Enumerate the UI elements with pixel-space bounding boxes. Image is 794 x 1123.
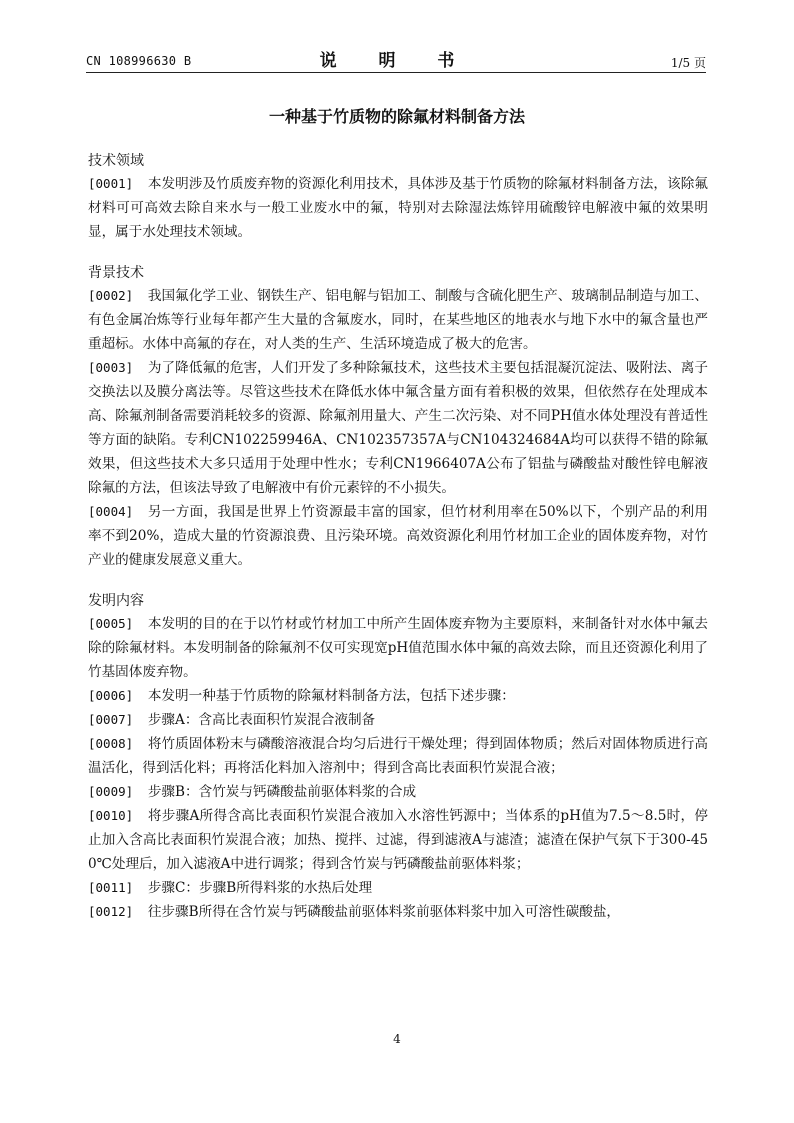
paragraph-text: 本发明的目的在于以竹材或竹材加工中所产生固体废弃物为主要原料，来制备针对水体中氟去除的除氟材料。本发明制备的除氟剂不仅可实现宽pH值范围水体中氟的高效去除，而且还资源化利用了竹基固体废弃物。 [88, 616, 708, 680]
paragraph [88, 780, 708, 804]
paragraph [88, 684, 708, 708]
paragraph-number: [0001] [88, 176, 134, 191]
paragraph-text: 步骤B：含竹炭与钙磷酸盐前驱体料浆的合成 [147, 784, 417, 800]
paragraph [88, 284, 708, 356]
paragraph-number: [0005] [88, 616, 134, 631]
section [88, 590, 708, 924]
paragraph [88, 732, 708, 780]
document-type: 说 明 书 [319, 51, 473, 71]
paragraph-number: [0002] [88, 288, 134, 303]
paragraph [88, 356, 708, 500]
paragraph-text: 步骤C：步骤B所得料浆的水热后处理 [147, 880, 373, 896]
paragraph-text: 往步骤B所得在含竹炭与钙磷酸盐前驱体料浆前驱体料浆中加入可溶性碳酸盐， [147, 904, 621, 920]
paragraph-number: [0006] [88, 688, 134, 703]
paragraph [88, 876, 708, 900]
paragraph [88, 900, 708, 924]
paragraph-number: [0007] [88, 712, 134, 727]
paragraph-text: 将步骤A所得含高比表面积竹炭混合液加入水溶性钙源中；当体系的pH值为7.5～8.5时，停止加入含高比表面积竹炭混合液；加热、搅拌、过滤，得到滤液A与滤渣；滤渣在保护气氛下于300-450℃处理后，加入滤液A中进行调浆；得到含竹炭与钙磷酸盐前驱体料浆； [88, 808, 708, 872]
page-number: 4 [393, 1032, 401, 1046]
paragraph-text: 步骤A：含高比表面积竹炭混合液制备 [147, 712, 376, 728]
section-heading: 技术领域 [88, 153, 144, 169]
patent-number: CN 108996630 B [86, 54, 192, 68]
section-heading: 背景技术 [88, 265, 144, 281]
section-heading: 发明内容 [88, 593, 144, 609]
paragraph-text: 我国氟化学工业、钢铁生产、铝电解与铝加工、制酸与含硫化肥生产、玻璃制品制造与加工、有色金属冶炼等行业每年都产生大量的含氟废水，同时，在某些地区的地表水与地下水中的氟含量也严重超标。水体中高氟的存在，对人类的生产、生活环境造成了极大的危害。 [88, 288, 708, 352]
paragraph-text: 本发明一种基于竹质物的除氟材料制备方法，包括下述步骤： [147, 688, 515, 704]
paragraph-number: [0008] [88, 736, 134, 751]
paragraph-number: [0010] [88, 808, 134, 823]
paragraph-number: [0012] [88, 904, 134, 919]
page-header [86, 46, 706, 70]
paragraph [88, 172, 708, 244]
paragraph-number: [0011] [88, 880, 134, 895]
paragraph [88, 708, 708, 732]
document-body [88, 150, 708, 924]
paragraph [88, 500, 708, 572]
header-divider [86, 72, 706, 73]
paragraph-number: [0009] [88, 784, 134, 799]
paragraph [88, 612, 708, 684]
page-indicator: 1/5 页 [670, 56, 706, 70]
paragraph-text: 为了降低氟的危害，人们开发了多种除氟技术，这些技术主要包括混凝沉淀法、吸附法、离子交换法以及膜分离法等。尽管这些技术在降低水体中氟含量方面有着积极的效果，但依然存在处理成本高、除氟剂制备需要消耗较多的资源、除氟剂用量大、产生二次污染、对不同PH值水体处理没有普适性等方面的缺陷。专利CN102259946A、CN102357357A与CN104324684A均可以获得不错的除氟效果，但这些技术大多只适用于处理中性水；专利CN1966407A公布了铝盐与磷酸盐对酸性锌电解液除氟的方法，但该法导致了电解液中有价元素锌的不小损失。 [88, 360, 708, 496]
paragraph-text: 本发明涉及竹质废弃物的资源化利用技术，具体涉及基于竹质物的除氟材料制备方法，该除氟材料可可高效去除自来水与一般工业废水中的氟，特别对去除湿法炼锌用硫酸锌电解液中氟的效果明显，属于水处理技术领域。 [88, 176, 708, 240]
section [88, 262, 708, 572]
paragraph-text: 另一方面，我国是世界上竹资源最丰富的国家，但竹材利用率在50%以下，个别产品的利用率不到20%，造成大量的竹资源浪费、且污染环境。高效资源化利用竹材加工企业的固体废弃物，对竹产业的健康发展意义重大。 [88, 504, 708, 568]
section [88, 150, 708, 244]
paragraph-number: [0004] [88, 504, 134, 519]
paragraph [88, 804, 708, 876]
paragraph-text: 将竹质固体粉末与磷酸溶液混合均匀后进行干燥处理；得到固体物质；然后对固体物质进行高温活化，得到活化料；再将活化料加入溶剂中；得到含高比表面积竹炭混合液； [88, 736, 708, 776]
paragraph-number: [0003] [88, 360, 134, 375]
document-title: 一种基于竹质物的除氟材料制备方法 [268, 107, 525, 126]
